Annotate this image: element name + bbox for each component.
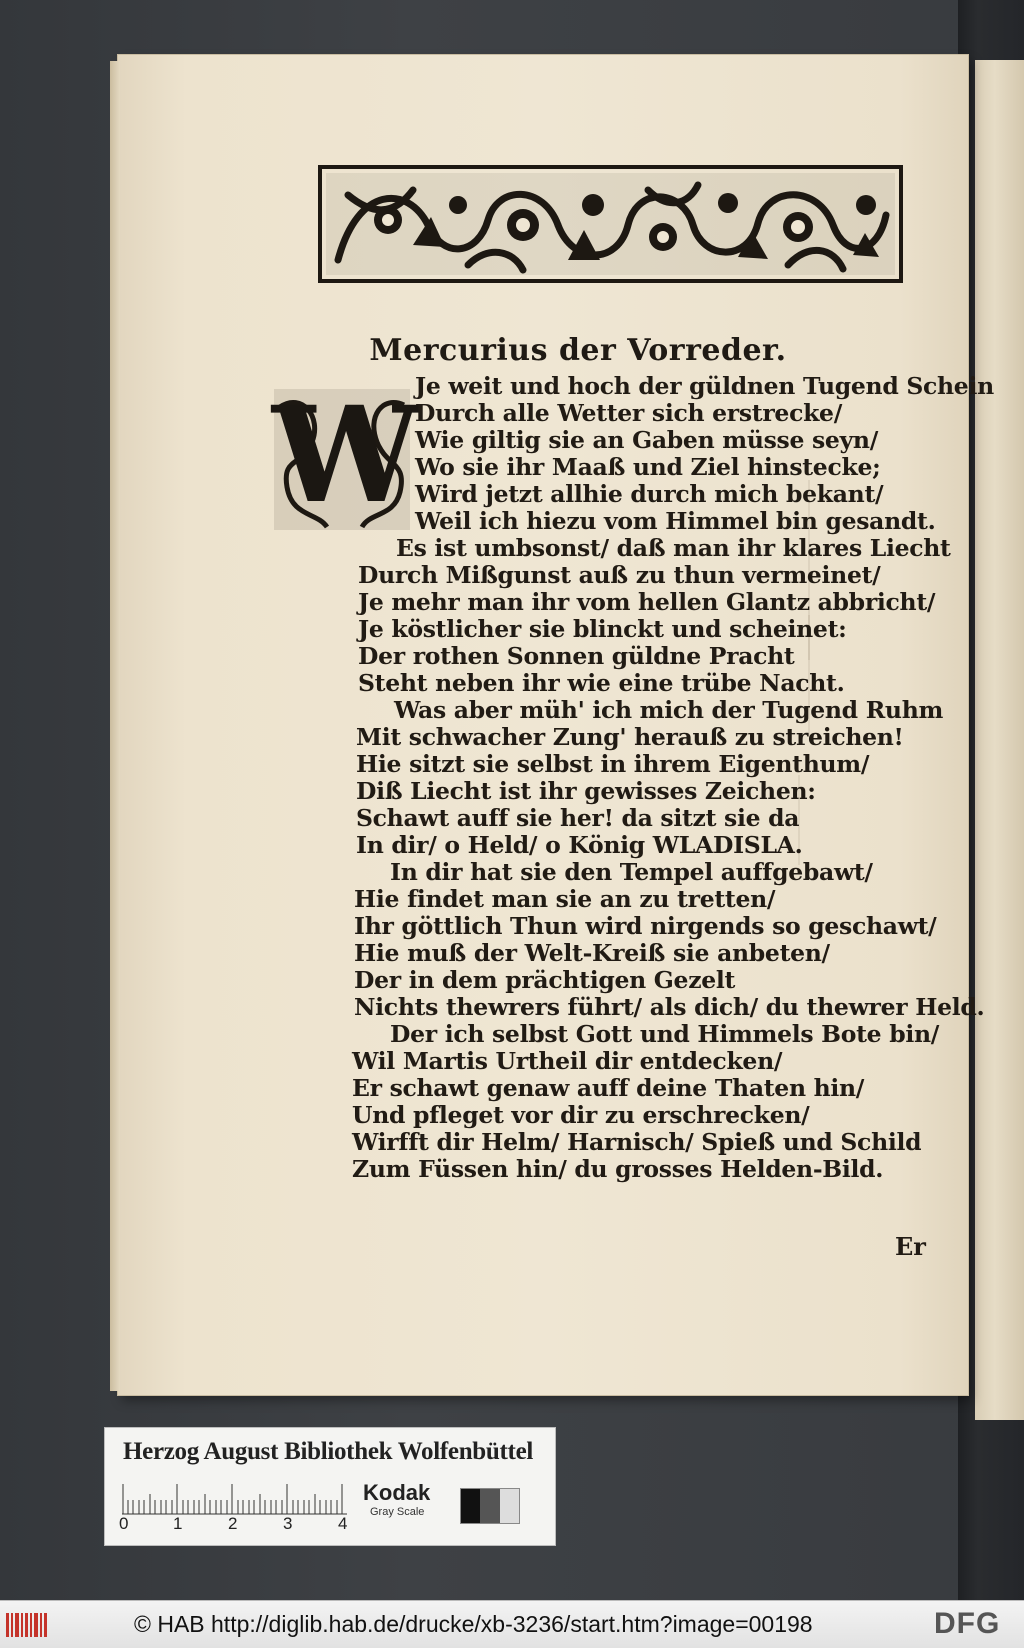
verse-line: Diß Liecht ist ihr gewisses Zeichen: <box>356 777 816 805</box>
verse-body <box>118 55 994 1395</box>
verse-line: Schawt auff sie her! da sitzt sie da <box>356 804 800 832</box>
verse-line: Je weit und hoch der güldnen Tugend Schein <box>415 372 994 400</box>
verse-line: Der ich selbst Gott und Himmels Bote bin/ <box>390 1020 940 1048</box>
verse-line: Der rothen Sonnen güldne Pracht <box>358 642 795 670</box>
swatch-dark <box>480 1489 499 1523</box>
verse-line: Je köstlicher sie blinckt und scheinet: <box>358 615 847 643</box>
source-url: © HAB http://diglib.hab.de/drucke/xb-3236/start.htm?image=00198 <box>134 1611 813 1637</box>
adjacent-page-edge <box>975 60 1024 1420</box>
verse-line: Wird jetzt allhie durch mich bekant/ <box>415 480 884 508</box>
verse-line: Und pfleget vor dir zu erschrecken/ <box>352 1101 810 1129</box>
verse-line: Der in dem prächtigen Gezelt <box>354 966 736 994</box>
library-name: Herzog August Bibliothek Wolfenbüttel <box>123 1438 534 1465</box>
catchword: Er <box>895 1232 926 1261</box>
verse-line: Durch alle Wetter sich erstrecke/ <box>415 399 842 427</box>
verse-line: Er schawt genaw auff deine Thaten hin/ <box>352 1074 865 1102</box>
swatch-black <box>461 1489 480 1523</box>
verse-line: Wil Martis Urtheil dir entdecken/ <box>352 1047 783 1075</box>
verse-line: Nichts thewrers führt/ als dich/ du thewrer Held. <box>354 993 985 1021</box>
section-heading: Mercurius der Vorreder. <box>369 333 787 368</box>
ruler-number: 3 <box>283 1514 293 1533</box>
verse-line: Weil ich hiezu vom Himmel bin gesandt. <box>415 507 936 535</box>
barcode-icon <box>6 1610 48 1640</box>
ruler-number: 4 <box>338 1514 348 1533</box>
verse-line: Durch Mißgunst auß zu thun vermeinet/ <box>358 561 881 589</box>
ruler-number: 1 <box>173 1514 183 1533</box>
verse-line: Mit schwacher Zung' herauß zu streichen! <box>356 723 904 751</box>
verse-line: Es ist umbsonst/ daß man ihr klares Liecht <box>396 534 951 562</box>
kodak-brand: Kodak <box>363 1480 431 1505</box>
gray-swatches <box>460 1488 520 1524</box>
verse-line: Wo sie ihr Maaß und Ziel hinstecke; <box>415 453 881 481</box>
ruler-scale <box>122 1480 362 1516</box>
verse-line: Steht neben ihr wie eine trübe Nacht. <box>358 669 845 697</box>
verse-line: Wirfft dir Helm/ Harnisch/ Spieß und Schild <box>352 1128 922 1156</box>
dfg-logo: DFG <box>934 1607 1001 1640</box>
ruler-number: 2 <box>228 1514 238 1533</box>
footer-bar <box>0 1600 1024 1648</box>
verse-line: Je mehr man ihr vom hellen Glantz abbricht/ <box>358 588 936 616</box>
swatch-light <box>500 1489 519 1523</box>
verse-line: In dir hat sie den Tempel auffgebawt/ <box>390 858 873 886</box>
verse-line: Hie findet man sie an zu tretten/ <box>354 885 776 913</box>
gray-scale-label: Gray Scale <box>370 1506 425 1518</box>
verse-line: Was aber müh' ich mich der Tugend Ruhm <box>394 696 944 724</box>
drop-cap-letter: W <box>272 378 421 533</box>
book-page <box>118 55 994 1395</box>
verse-line: In dir/ o Held/ o König WLADISLA. <box>356 831 803 859</box>
ruler-number: 0 <box>119 1514 129 1533</box>
verse-line: Hie sitzt sie selbst in ihrem Eigenthum/ <box>356 750 870 778</box>
library-scale-card <box>105 1428 555 1545</box>
verse-line: Zum Füssen hin/ du grosses Helden-Bild. <box>352 1155 884 1183</box>
verse-line: Ihr göttlich Thun wird nirgends so geschawt/ <box>354 912 937 940</box>
verse-line: Hie muß der Welt-Kreiß sie anbeten/ <box>354 939 830 967</box>
verse-line: Wie giltig sie an Gaben müsse seyn/ <box>415 426 879 454</box>
